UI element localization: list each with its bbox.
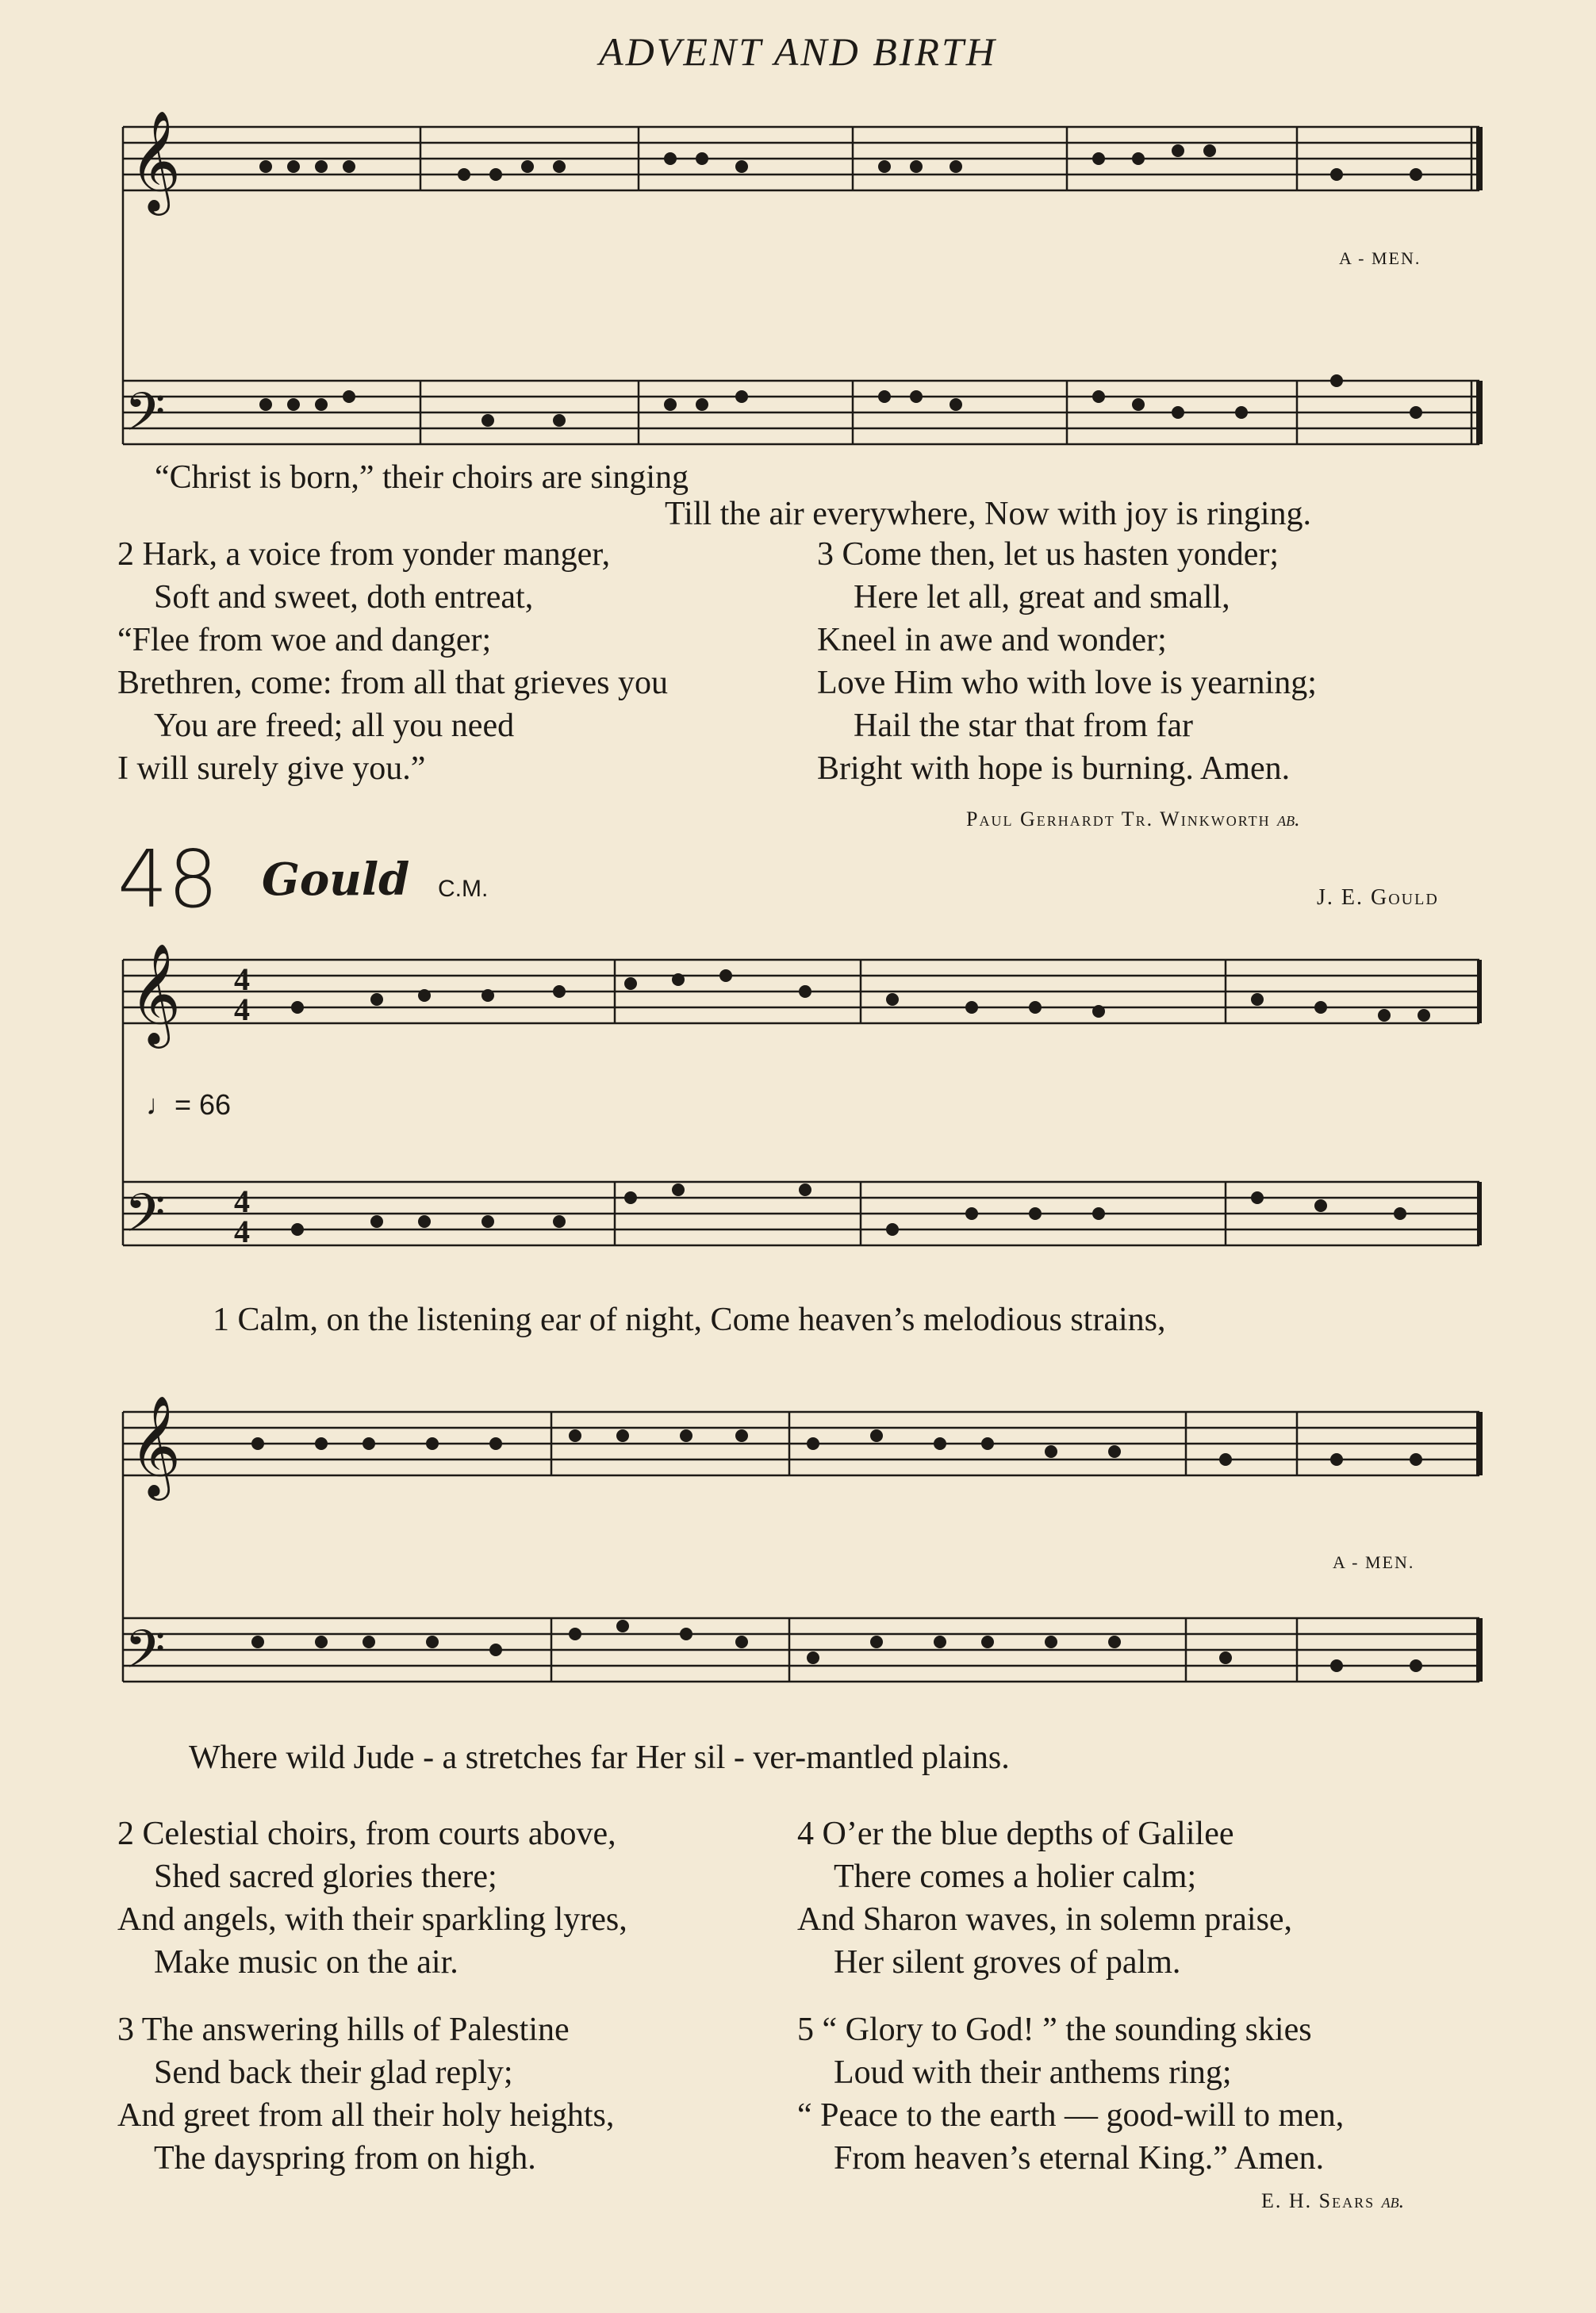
- hymn48-verse-3: [117, 2008, 614, 2180]
- verse-line: Send back their glad reply;: [154, 2054, 513, 2091]
- verse-line: “ Peace to the earth — good-will to men,: [797, 2097, 1345, 2134]
- verse-line: You are freed; all you need: [154, 708, 515, 744]
- hymn47-attribution: [966, 807, 1300, 831]
- tempo-marking: [146, 1088, 231, 1122]
- verse-line: Bright with hope is burning. Amen.: [817, 750, 1291, 787]
- verse-line: Brethren, come: from all that grieves you: [117, 665, 668, 701]
- svg-text:𝄢: 𝄢: [125, 382, 166, 455]
- hymn48-verse-4: [797, 1812, 1292, 1984]
- hymn48-lyric-line-1: 1 Calm, on the listening ear of night, Come heaven’s melodious strains,: [213, 1302, 1166, 1338]
- hymn47-lyric-line-2: Till the air everywhere, Now with joy is ringing.: [665, 496, 1312, 532]
- hymn48-verse-5: [797, 2008, 1344, 2180]
- svg-text:𝄢: 𝄢: [125, 1183, 166, 1256]
- svg-text:𝄞: 𝄞: [129, 942, 182, 1044]
- svg-text:𝄞: 𝄞: [129, 109, 182, 211]
- verse-line: Hail the star that from far: [854, 708, 1193, 744]
- verse-line: Soft and sweet, doth entreat,: [154, 579, 534, 616]
- hymn48-music-system-2: [115, 1364, 1495, 1737]
- verse-line: 2 Celestial choirs, from courts above,: [117, 1816, 616, 1852]
- svg-text:𝄢: 𝄢: [125, 1619, 166, 1693]
- verse-line: There comes a holier calm;: [834, 1858, 1197, 1895]
- attribution-suffix: ab.: [1277, 807, 1300, 830]
- meter: C.M.: [438, 876, 489, 902]
- svg-text:4: 4: [234, 992, 250, 1027]
- hymn-number: 48: [117, 833, 219, 926]
- hymn47-verse-3: [817, 533, 1317, 790]
- verse-line: From heaven’s eternal King.” Amen.: [834, 2140, 1325, 2177]
- attribution-suffix: ab.: [1381, 2189, 1405, 2212]
- verse-line: 3 Come then, let us hasten yonder;: [817, 536, 1279, 573]
- verse-line: I will surely give you.”: [117, 750, 426, 787]
- composer: J. E. Gould: [1317, 885, 1439, 910]
- hymn48-lyric-line-2: Where wild Jude - a stretches far Her sil - ver-mantled plains.: [189, 1740, 1010, 1776]
- verse-line: 4 O’er the blue depths of Galilee: [797, 1816, 1234, 1852]
- section-title: ADVENT AND BIRTH: [599, 29, 997, 74]
- quarter-note-icon: ♩: [146, 1088, 175, 1121]
- hymn48-music-system-1: [115, 920, 1495, 1293]
- hymn47-amen-label: A - MEN.: [1339, 248, 1421, 268]
- verse-line: Here let all, great and small,: [854, 579, 1230, 616]
- verse-line: Loud with their anthems ring;: [834, 2054, 1232, 2091]
- verse-line: 3 The answering hills of Palestine: [117, 2012, 570, 2048]
- verse-line: And angels, with their sparkling lyres,: [117, 1901, 627, 1938]
- verse-line: 5 “ Glory to God! ” the sounding skies: [797, 2012, 1312, 2048]
- verse-line: “Flee from woe and danger;: [117, 622, 492, 658]
- hymn47-music-system: [115, 79, 1495, 476]
- attribution-text: E. H. Sears: [1261, 2189, 1375, 2212]
- verse-line: And greet from all their holy heights,: [117, 2097, 615, 2134]
- svg-text:4: 4: [234, 961, 250, 997]
- hymn48-attribution: [1261, 2189, 1404, 2213]
- tune-name: Gould: [262, 853, 410, 906]
- verse-line: Kneel in awe and wonder;: [817, 622, 1167, 658]
- verse-line: And Sharon waves, in solemn praise,: [797, 1901, 1293, 1938]
- hymn47-verse-2: [117, 533, 668, 790]
- attribution-text: Paul Gerhardt Tr. Winkworth: [966, 807, 1271, 830]
- svg-text:4: 4: [234, 1214, 250, 1249]
- verse-line: Shed sacred glories there;: [154, 1858, 497, 1895]
- hymn48-verse-2: [117, 1812, 627, 1984]
- tempo-value: = 66: [175, 1088, 232, 1121]
- hymn48-amen-label: A - MEN.: [1333, 1552, 1415, 1572]
- verse-line: Love Him who with love is yearning;: [817, 665, 1317, 701]
- svg-text:4: 4: [234, 1183, 250, 1219]
- svg-text:𝄞: 𝄞: [129, 1394, 182, 1496]
- verse-line: Make music on the air.: [154, 1944, 458, 1981]
- hymn47-lyric-line-1: “Christ is born,” their choirs are singing: [155, 459, 689, 496]
- verse-line: 2 Hark, a voice from yonder manger,: [117, 536, 611, 573]
- verse-line: Her silent groves of palm.: [834, 1944, 1181, 1981]
- verse-line: The dayspring from on high.: [154, 2140, 536, 2177]
